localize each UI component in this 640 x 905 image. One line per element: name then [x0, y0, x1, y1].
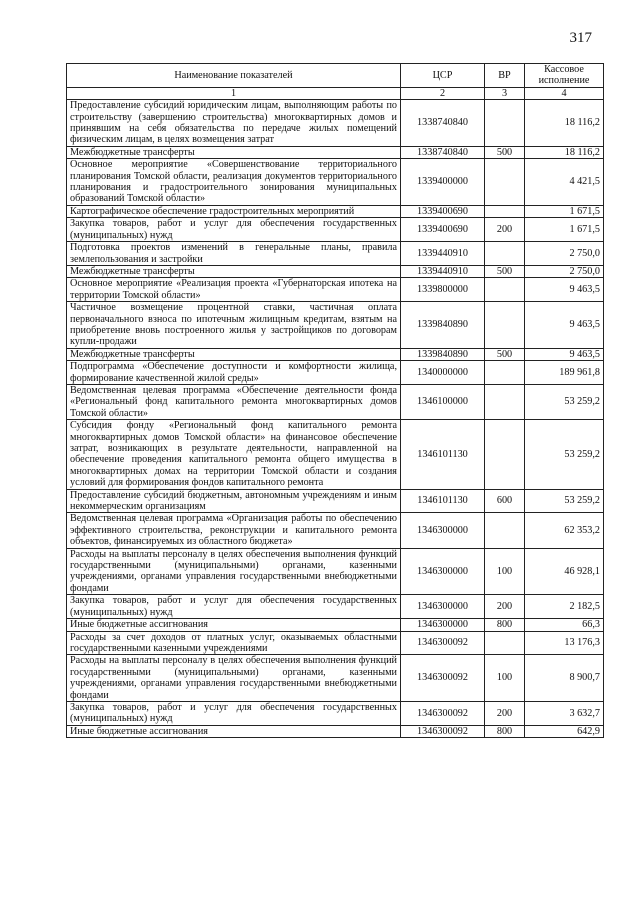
row-name-cell: Расходы за счет доходов от платных услуг, оказываемых областными государственными казенными учреждениями: [67, 631, 401, 655]
row-csr-cell: 1339800000: [401, 278, 485, 302]
row-csr-cell: 1346300092: [401, 631, 485, 655]
row-sum-cell: 9 463,5: [525, 278, 604, 302]
table-row: [67, 205, 604, 217]
row-sum-cell: 3 632,7: [525, 701, 604, 725]
row-sum-cell: 642,9: [525, 725, 604, 737]
table-row: [67, 265, 604, 277]
table-row: [67, 631, 604, 655]
row-csr-cell: 1346100000: [401, 384, 485, 419]
row-csr-cell: 1346300092: [401, 701, 485, 725]
budget-table: [66, 63, 604, 738]
column-number: 1: [67, 87, 401, 99]
row-name-cell: Ведомственная целевая программа «Обеспечение деятельности фонда «Региональный фонд капитального ремонта многоквартирных домов Томской области»: [67, 384, 401, 419]
row-vr-cell: [485, 242, 525, 266]
row-vr-cell: [485, 100, 525, 147]
row-sum-cell: 189 961,8: [525, 361, 604, 385]
row-csr-cell: 1346300000: [401, 513, 485, 548]
row-sum-cell: 1 671,5: [525, 205, 604, 217]
row-csr-cell: 1339840890: [401, 302, 485, 349]
row-vr-cell: [485, 631, 525, 655]
table-row: [67, 100, 604, 147]
row-name-cell: Подготовка проектов изменений в генеральные планы, правила землепользования и застройки: [67, 242, 401, 266]
row-sum-cell: 62 353,2: [525, 513, 604, 548]
table-row: [67, 489, 604, 513]
table-row: [67, 725, 604, 737]
row-sum-cell: 2 750,0: [525, 242, 604, 266]
row-sum-cell: 53 259,2: [525, 489, 604, 513]
row-vr-cell: 200: [485, 701, 525, 725]
row-name-cell: Картографическое обеспечение градостроительных мероприятий: [67, 205, 401, 217]
column-number: 2: [401, 87, 485, 99]
row-sum-cell: 18 116,2: [525, 100, 604, 147]
row-csr-cell: 1339840890: [401, 348, 485, 360]
row-sum-cell: 66,3: [525, 619, 604, 631]
row-csr-cell: 1339440910: [401, 265, 485, 277]
row-csr-cell: 1338740840: [401, 100, 485, 147]
table-row: [67, 548, 604, 595]
row-csr-cell: 1346300000: [401, 619, 485, 631]
row-name-cell: Предоставление субсидий бюджетным, автономным учреждениям и иным некоммерческим организациям: [67, 489, 401, 513]
row-vr-cell: 200: [485, 218, 525, 242]
row-name-cell: Закупка товаров, работ и услуг для обеспечения государственных (муниципальных) нужд: [67, 701, 401, 725]
row-name-cell: Расходы на выплаты персоналу в целях обеспечения выполнения функций государственными (муниципальными) органами, казенными учреждениями, органами управления государственными внебюджетными фондами: [67, 548, 401, 595]
row-vr-cell: 600: [485, 489, 525, 513]
row-sum-cell: 53 259,2: [525, 384, 604, 419]
row-csr-cell: 1346300092: [401, 655, 485, 702]
row-name-cell: Подпрограмма «Обеспечение доступности и комфортности жилища, формирование качественной жилой среды»: [67, 361, 401, 385]
table-row: [67, 420, 604, 489]
table-row: [67, 619, 604, 631]
row-vr-cell: 200: [485, 595, 525, 619]
row-vr-cell: 500: [485, 265, 525, 277]
row-csr-cell: 1340000000: [401, 361, 485, 385]
row-csr-cell: 1346300000: [401, 595, 485, 619]
row-name-cell: Частичное возмещение процентной ставки, частичная оплата первоначального взноса по ипотечным жилищным кредитам, взятым на приобретение вновь построенного жилья у застройщиков по договорам купли-продажи: [67, 302, 401, 349]
table-row: [67, 218, 604, 242]
row-sum-cell: 13 176,3: [525, 631, 604, 655]
row-name-cell: Закупка товаров, работ и услуг для обеспечения государственных (муниципальных) нужд: [67, 218, 401, 242]
row-sum-cell: 9 463,5: [525, 348, 604, 360]
row-csr-cell: 1346101130: [401, 420, 485, 489]
table-row: [67, 302, 604, 349]
row-csr-cell: 1346300000: [401, 548, 485, 595]
row-vr-cell: [485, 513, 525, 548]
header-csr: ЦСР: [401, 64, 485, 88]
row-csr-cell: 1339400690: [401, 205, 485, 217]
row-csr-cell: 1346300092: [401, 725, 485, 737]
row-vr-cell: [485, 302, 525, 349]
table-row: [67, 655, 604, 702]
header-name: Наименование показателей: [67, 64, 401, 88]
row-sum-cell: 18 116,2: [525, 146, 604, 158]
row-vr-cell: 100: [485, 548, 525, 595]
row-vr-cell: [485, 361, 525, 385]
row-sum-cell: 1 671,5: [525, 218, 604, 242]
table-row: [67, 384, 604, 419]
row-sum-cell: 8 900,7: [525, 655, 604, 702]
row-vr-cell: [485, 420, 525, 489]
row-sum-cell: 4 421,5: [525, 159, 604, 206]
row-vr-cell: 500: [485, 348, 525, 360]
row-vr-cell: [485, 384, 525, 419]
row-vr-cell: 500: [485, 146, 525, 158]
page-number: 317: [569, 30, 592, 46]
table-row: [67, 701, 604, 725]
row-csr-cell: 1338740840: [401, 146, 485, 158]
row-vr-cell: [485, 205, 525, 217]
row-csr-cell: 1339440910: [401, 242, 485, 266]
row-name-cell: Межбюджетные трансферты: [67, 348, 401, 360]
row-name-cell: Расходы на выплаты персоналу в целях обеспечения выполнения функций государственными (муниципальными) органами, казенными учреждениями, органами управления государственными внебюджетными фондами: [67, 655, 401, 702]
column-number: 4: [525, 87, 604, 99]
table-row: [67, 348, 604, 360]
row-sum-cell: 53 259,2: [525, 420, 604, 489]
row-name-cell: Иные бюджетные ассигнования: [67, 725, 401, 737]
row-name-cell: Закупка товаров, работ и услуг для обеспечения государственных (муниципальных) нужд: [67, 595, 401, 619]
row-sum-cell: 9 463,5: [525, 302, 604, 349]
row-name-cell: Иные бюджетные ассигнования: [67, 619, 401, 631]
header-vr: ВР: [485, 64, 525, 88]
row-name-cell: Межбюджетные трансферты: [67, 265, 401, 277]
row-name-cell: Основное мероприятие «Совершенствование территориального планирования Томской области, реализация документов территориального планирования и градостроительного зонирования муниципальных образований Томской области»: [67, 159, 401, 206]
table-row: [67, 361, 604, 385]
table-row: [67, 595, 604, 619]
row-vr-cell: 100: [485, 655, 525, 702]
row-name-cell: Субсидия фонду «Региональный фонд капитального ремонта многоквартирных домов Томской области» на финансовое обеспечение затрат, возникающих в результате деятельности, направленной на обеспечение проведения капитального ремонта общего имущества в многоквартирных домах на территории Томской области и создания условий для формирования фондов капитального ремонта: [67, 420, 401, 489]
row-sum-cell: 2 182,5: [525, 595, 604, 619]
row-name-cell: Предоставление субсидий юридическим лицам, выполняющим работы по строительству (завершению строительства) многоквартирных домов и принявшим на себя обязательства по передаче жилых помещений физическим лицам, в целях возмещения затрат: [67, 100, 401, 147]
table-row: [67, 278, 604, 302]
row-vr-cell: [485, 159, 525, 206]
row-vr-cell: [485, 278, 525, 302]
table-row: [67, 159, 604, 206]
row-vr-cell: 800: [485, 725, 525, 737]
row-sum-cell: 2 750,0: [525, 265, 604, 277]
row-vr-cell: 800: [485, 619, 525, 631]
row-csr-cell: 1346101130: [401, 489, 485, 513]
row-name-cell: Основное мероприятие «Реализация проекта «Губернаторская ипотека на территории Томской области»: [67, 278, 401, 302]
header-row: [67, 64, 604, 88]
header-sum: Кассовое исполнение: [525, 64, 604, 88]
table-row: [67, 513, 604, 548]
row-csr-cell: 1339400000: [401, 159, 485, 206]
row-name-cell: Ведомственная целевая программа «Организация работы по обеспечению эффективного строительства, реконструкции и капитального ремонта объектов, финансируемых из областного бюджета»: [67, 513, 401, 548]
row-csr-cell: 1339400690: [401, 218, 485, 242]
row-sum-cell: 46 928,1: [525, 548, 604, 595]
table-row: [67, 146, 604, 158]
column-number: 3: [485, 87, 525, 99]
table-row: [67, 242, 604, 266]
column-number-row: [67, 87, 604, 99]
row-name-cell: Межбюджетные трансферты: [67, 146, 401, 158]
